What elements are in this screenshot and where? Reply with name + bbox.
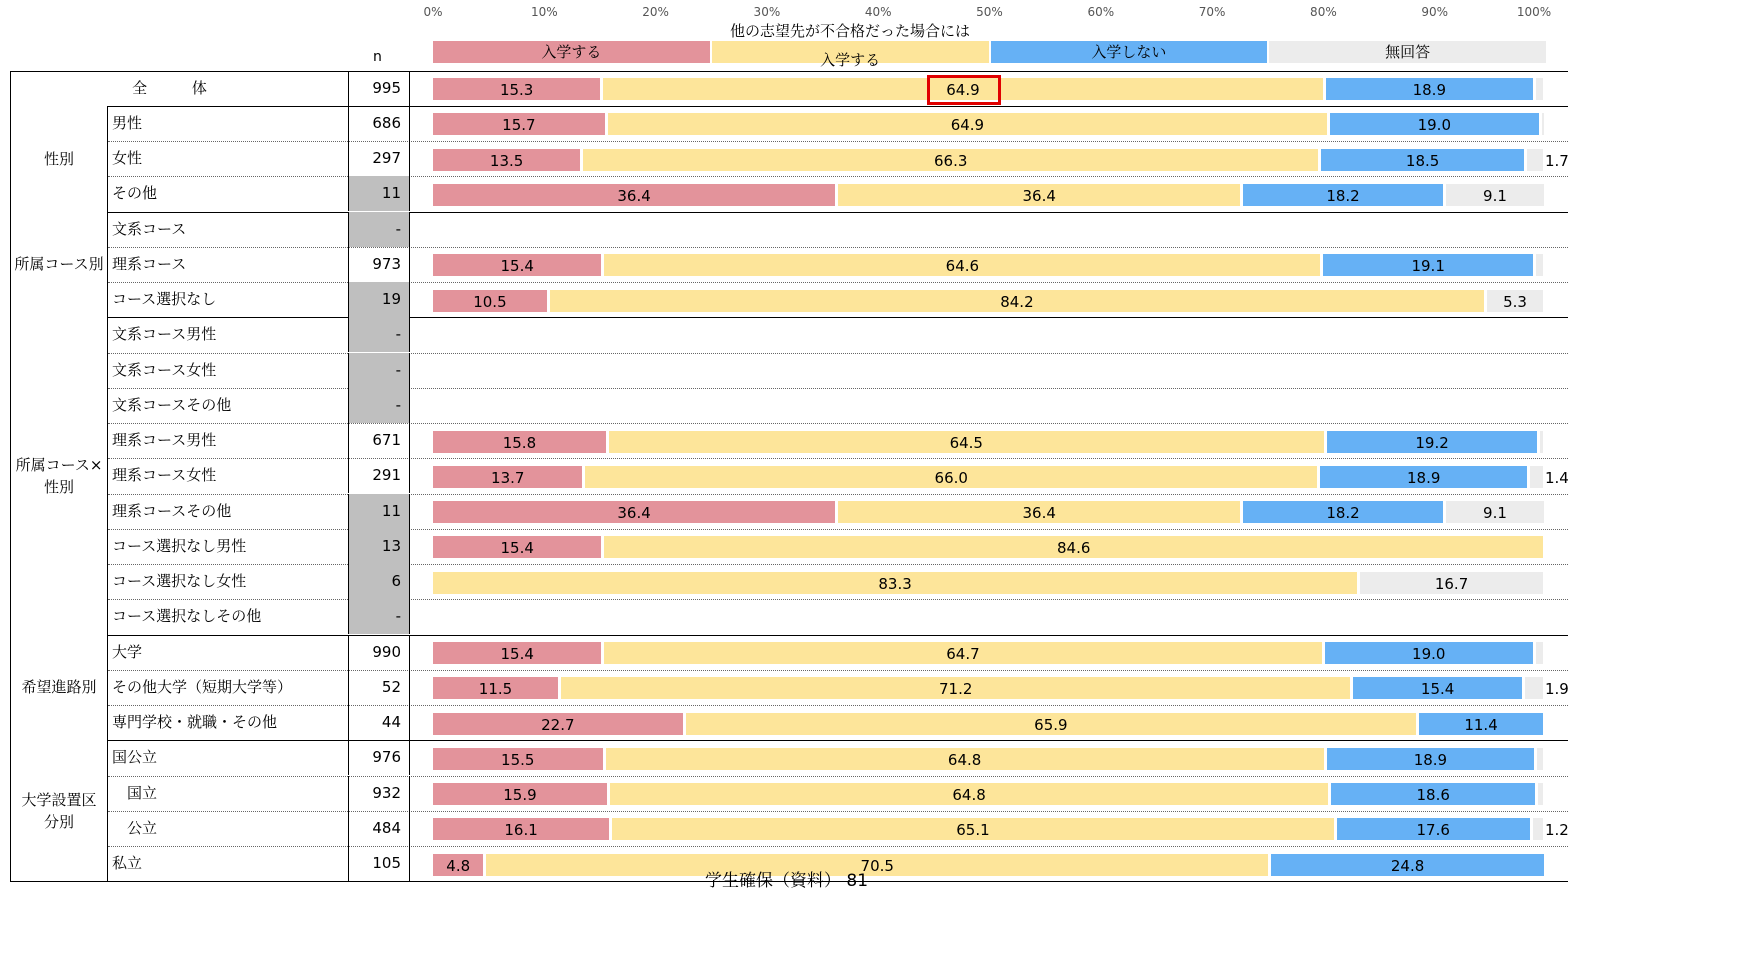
- n-value: 105: [348, 846, 410, 881]
- x-tick-label: 30%: [753, 5, 781, 19]
- bar-segment: [1536, 642, 1543, 664]
- n-value: 995: [348, 71, 410, 106]
- bar-value-label: 19.1: [1411, 257, 1445, 276]
- bar-value-label: 18.9: [1412, 81, 1446, 100]
- n-value: 6: [348, 564, 410, 599]
- bar-value-label: 1.7: [1545, 151, 1569, 170]
- subgroup-label: 国公立: [112, 748, 158, 767]
- bar-value-label: 64.6: [945, 257, 980, 276]
- category-label: [10, 740, 108, 881]
- bar-value-label: 24.8: [1390, 856, 1425, 875]
- n-value: 932: [348, 776, 410, 811]
- bar-value-label: 13.5: [489, 151, 524, 170]
- subgroup-label: コース選択なしその他: [112, 607, 262, 626]
- x-tick-label: 90%: [1421, 5, 1449, 19]
- subgroup-label: その他: [112, 184, 158, 203]
- bar-value-label: 1.4: [1545, 468, 1569, 487]
- bar-value-label: 9.1: [1483, 504, 1507, 523]
- x-tick-label: 80%: [1310, 5, 1337, 19]
- subgroup-label: 理系コース男性: [112, 431, 217, 449]
- n-value: 686: [348, 106, 410, 141]
- bar-segment: [1536, 254, 1543, 276]
- page-footer: 学生確保（資料） 81: [705, 871, 869, 891]
- category-label: [10, 317, 108, 634]
- bar-value-label: 18.9: [1407, 468, 1441, 487]
- bar-value-label: 11.4: [1464, 715, 1498, 734]
- bar-value-label: 36.4: [1022, 186, 1056, 205]
- category-label-text: 所属コース別: [14, 255, 104, 274]
- bar-segment: [1525, 677, 1543, 699]
- bar-value-label: 64.8: [947, 750, 982, 769]
- subgroup-label: 理系コース: [112, 254, 187, 273]
- bar-value-label: 71.2: [939, 680, 973, 699]
- n-value: 11: [348, 176, 410, 211]
- bar-value-label: 64.5: [949, 433, 983, 452]
- subgroup-label: 男性: [112, 113, 143, 132]
- bar-segment: [1540, 431, 1543, 453]
- bar-value-label: 18.2: [1326, 504, 1360, 523]
- bar-value-label: 64.8: [952, 786, 986, 805]
- bar-value-label: 18.6: [1416, 786, 1450, 805]
- bar-value-label: 66.3: [934, 151, 968, 170]
- bar-value-label: 15.4: [1420, 680, 1455, 699]
- bar-value-label: 15.5: [501, 750, 535, 769]
- n-value: 13: [348, 529, 410, 564]
- subgroup-label: 理系コースその他: [112, 501, 232, 520]
- subgroup-label: 文系コースその他: [112, 395, 232, 414]
- n-value: 484: [348, 811, 410, 846]
- x-tick-label: 100%: [1516, 5, 1552, 19]
- bar-value-label: 15.9: [503, 786, 537, 805]
- highlight-box: [927, 75, 1001, 105]
- bar-value-label: 64.9: [946, 81, 980, 100]
- bar-value-label: 15.3: [499, 81, 534, 100]
- bar-value-label: 17.6: [1416, 821, 1450, 840]
- bar-value-label: 36.4: [617, 504, 651, 523]
- bar-value-label: 36.4: [617, 186, 651, 205]
- x-tick-label: 70%: [1198, 5, 1226, 19]
- n-value: 19: [348, 282, 410, 317]
- legend-item: 入学する: [433, 41, 710, 63]
- subgroup-label: 大学: [112, 642, 143, 661]
- bar-value-label: 18.2: [1326, 186, 1360, 205]
- bar-value-label: 19.2: [1415, 433, 1449, 452]
- bar-segment: [1533, 818, 1543, 840]
- bar-value-label: 65.1: [956, 821, 990, 840]
- subgroup-label: 専門学校・就職・その他: [112, 713, 278, 731]
- n-value: -: [348, 212, 410, 247]
- bar-value-label: 18.5: [1405, 151, 1440, 170]
- category-label: [10, 635, 108, 741]
- subgroup-label: 文系コース男性: [112, 325, 217, 344]
- n-value: 671: [348, 423, 410, 458]
- bar-value-label: 19.0: [1412, 645, 1446, 664]
- n-value: 990: [348, 635, 410, 670]
- bar-value-label: 15.4: [500, 257, 534, 276]
- bar-segment: [1527, 149, 1543, 171]
- subgroup-label: 国立: [112, 783, 158, 802]
- n-value: -: [348, 317, 410, 352]
- bar-value-label: 15.4: [500, 539, 534, 558]
- x-tick-label: 60%: [1087, 5, 1115, 19]
- category-label: [10, 212, 108, 318]
- bar-value-label: 64.7: [946, 645, 980, 664]
- n-value: 291: [348, 458, 410, 493]
- category-label-text: 性別: [43, 149, 74, 168]
- x-tick-label: 40%: [864, 5, 892, 19]
- bar-segment: [1530, 466, 1543, 488]
- bar-value-label: 66.0: [934, 468, 968, 487]
- bar-value-label: 10.5: [473, 292, 507, 311]
- bar-value-label: 36.4: [1022, 504, 1056, 523]
- x-tick-label: 10%: [530, 5, 558, 19]
- subgroup-label: 文系コース: [112, 219, 187, 238]
- n-value: -: [348, 388, 410, 423]
- bar-segment: [1536, 78, 1543, 100]
- bar-value-label: 9.1: [1483, 186, 1507, 205]
- bar-value-label: 4.8: [446, 856, 471, 875]
- legend-item: 入学する: [712, 41, 989, 63]
- n-value: 52: [348, 670, 410, 705]
- bar-value-label: 84.2: [1000, 292, 1034, 311]
- bar-value-label: 83.3: [878, 574, 912, 593]
- bar-value-label: 22.7: [541, 715, 575, 734]
- n-value: -: [348, 599, 410, 634]
- bar-value-label: 70.5: [860, 856, 894, 875]
- bar-value-label: 65.9: [1034, 715, 1068, 734]
- bar-value-label: 19.0: [1417, 116, 1451, 135]
- x-tick-label: 0%: [423, 5, 443, 19]
- n-value: 44: [348, 705, 410, 740]
- bar-segment: [1538, 783, 1543, 805]
- category-label-text: 大学設置区 分別: [21, 790, 97, 831]
- n-value: 976: [348, 740, 410, 775]
- n-value: 297: [348, 141, 410, 176]
- total-label: 全 体: [10, 71, 348, 106]
- legend-item: 無回答: [1269, 41, 1546, 63]
- subgroup-label: 理系コース女性: [112, 466, 217, 485]
- bar-segment: [1542, 113, 1544, 135]
- n-value: 973: [348, 247, 410, 282]
- bar-value-label: 11.5: [478, 680, 513, 699]
- bar-value-label: 1.9: [1545, 680, 1569, 699]
- x-tick-label: 20%: [642, 5, 669, 19]
- category-label-text: 所属コース× 性別: [15, 455, 103, 496]
- x-tick-label: 50%: [976, 5, 1003, 19]
- legend-item: 入学しない: [991, 41, 1268, 63]
- bar-value-label: 15.8: [502, 433, 537, 452]
- bar-value-label: 64.9: [950, 116, 985, 135]
- bar-value-label: 16.1: [504, 821, 538, 840]
- subgroup-label: その他大学（短期大学等）: [112, 677, 293, 696]
- category-label: [10, 106, 108, 212]
- subgroup-label: 公立: [112, 818, 158, 837]
- bar-segment: [1537, 748, 1543, 770]
- bar-value-label: 15.4: [500, 645, 534, 664]
- n-value: 11: [348, 494, 410, 529]
- subgroup-label: 文系コース女性: [112, 360, 217, 379]
- bar-value-label: 18.9: [1413, 750, 1448, 769]
- category-label-text: 希望進路別: [21, 678, 97, 697]
- bar-value-label: 13.7: [491, 468, 525, 487]
- axis-title: 他の志望先が不合格だった場合には: [729, 22, 971, 40]
- bar-value-label: 5.3: [1503, 292, 1527, 311]
- bar-value-label: 16.7: [1434, 574, 1469, 593]
- n-column-header: n: [373, 49, 382, 65]
- n-value: -: [348, 353, 410, 388]
- subgroup-label: コース選択なし: [112, 290, 217, 308]
- bar-value-label: 15.7: [502, 116, 536, 135]
- subgroup-label: コース選択なし男性: [112, 536, 247, 555]
- subgroup-label: 私立: [112, 854, 143, 872]
- bar-value-label: 1.2: [1545, 821, 1569, 840]
- bar-value-label: 84.6: [1056, 539, 1091, 558]
- subgroup-label: コース選択なし女性: [112, 572, 247, 590]
- subgroup-label: 女性: [112, 149, 143, 167]
